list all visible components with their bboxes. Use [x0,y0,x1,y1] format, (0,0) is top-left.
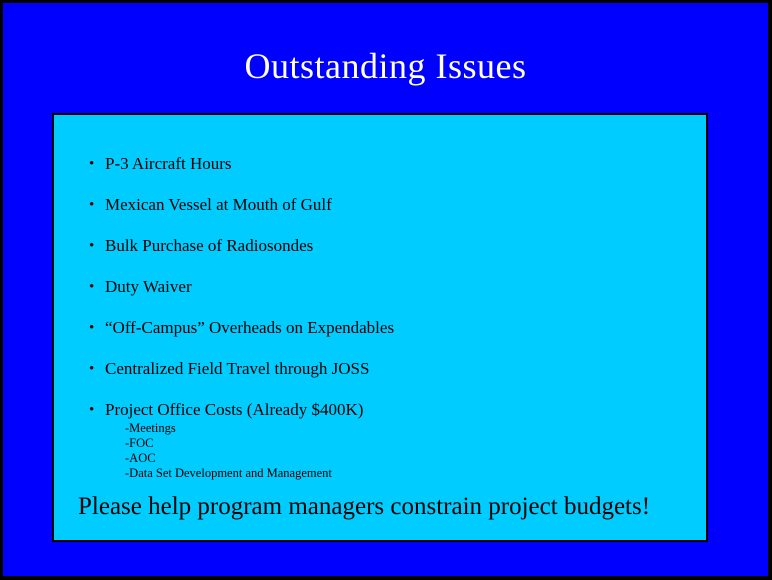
bullet-icon: • [89,197,95,213]
list-item [89,195,696,236]
list-item [89,359,696,400]
slide-background [3,3,768,576]
bullet-text: Project Office Costs (Already $400K) [105,400,364,419]
bullet-icon: • [89,361,95,377]
bullet-text: “Off-Campus” Overheads on Expendables [105,318,395,337]
list-item [89,154,696,195]
bullet-list [89,154,696,441]
bullet-icon: • [89,320,95,336]
slide-title: Outstanding Issues [244,46,527,86]
bullet-text: Mexican Vessel at Mouth of Gulf [105,195,332,214]
bullet-text: Bulk Purchase of Radiosondes [105,236,314,255]
bullet-icon: • [89,402,95,418]
list-item [89,236,696,277]
sub-list-item: -AOC [125,451,156,465]
list-item [89,318,696,359]
bullet-icon: • [89,156,95,172]
bullet-text: P-3 Aircraft Hours [105,154,232,173]
bullet-text: Duty Waiver [105,277,192,296]
bullet-text: Centralized Field Travel through JOSS [105,359,370,378]
content-panel [52,113,708,542]
sub-list-item: -Data Set Development and Management [125,466,332,480]
list-item [89,277,696,318]
bullet-icon: • [89,238,95,254]
sub-bullet-list [125,421,332,481]
bullet-icon: • [89,279,95,295]
sub-list-item: -FOC [125,436,154,450]
closing-statement: Please help program managers constrain project budgets! [78,493,651,520]
sub-list-item: -Meetings [125,421,176,435]
